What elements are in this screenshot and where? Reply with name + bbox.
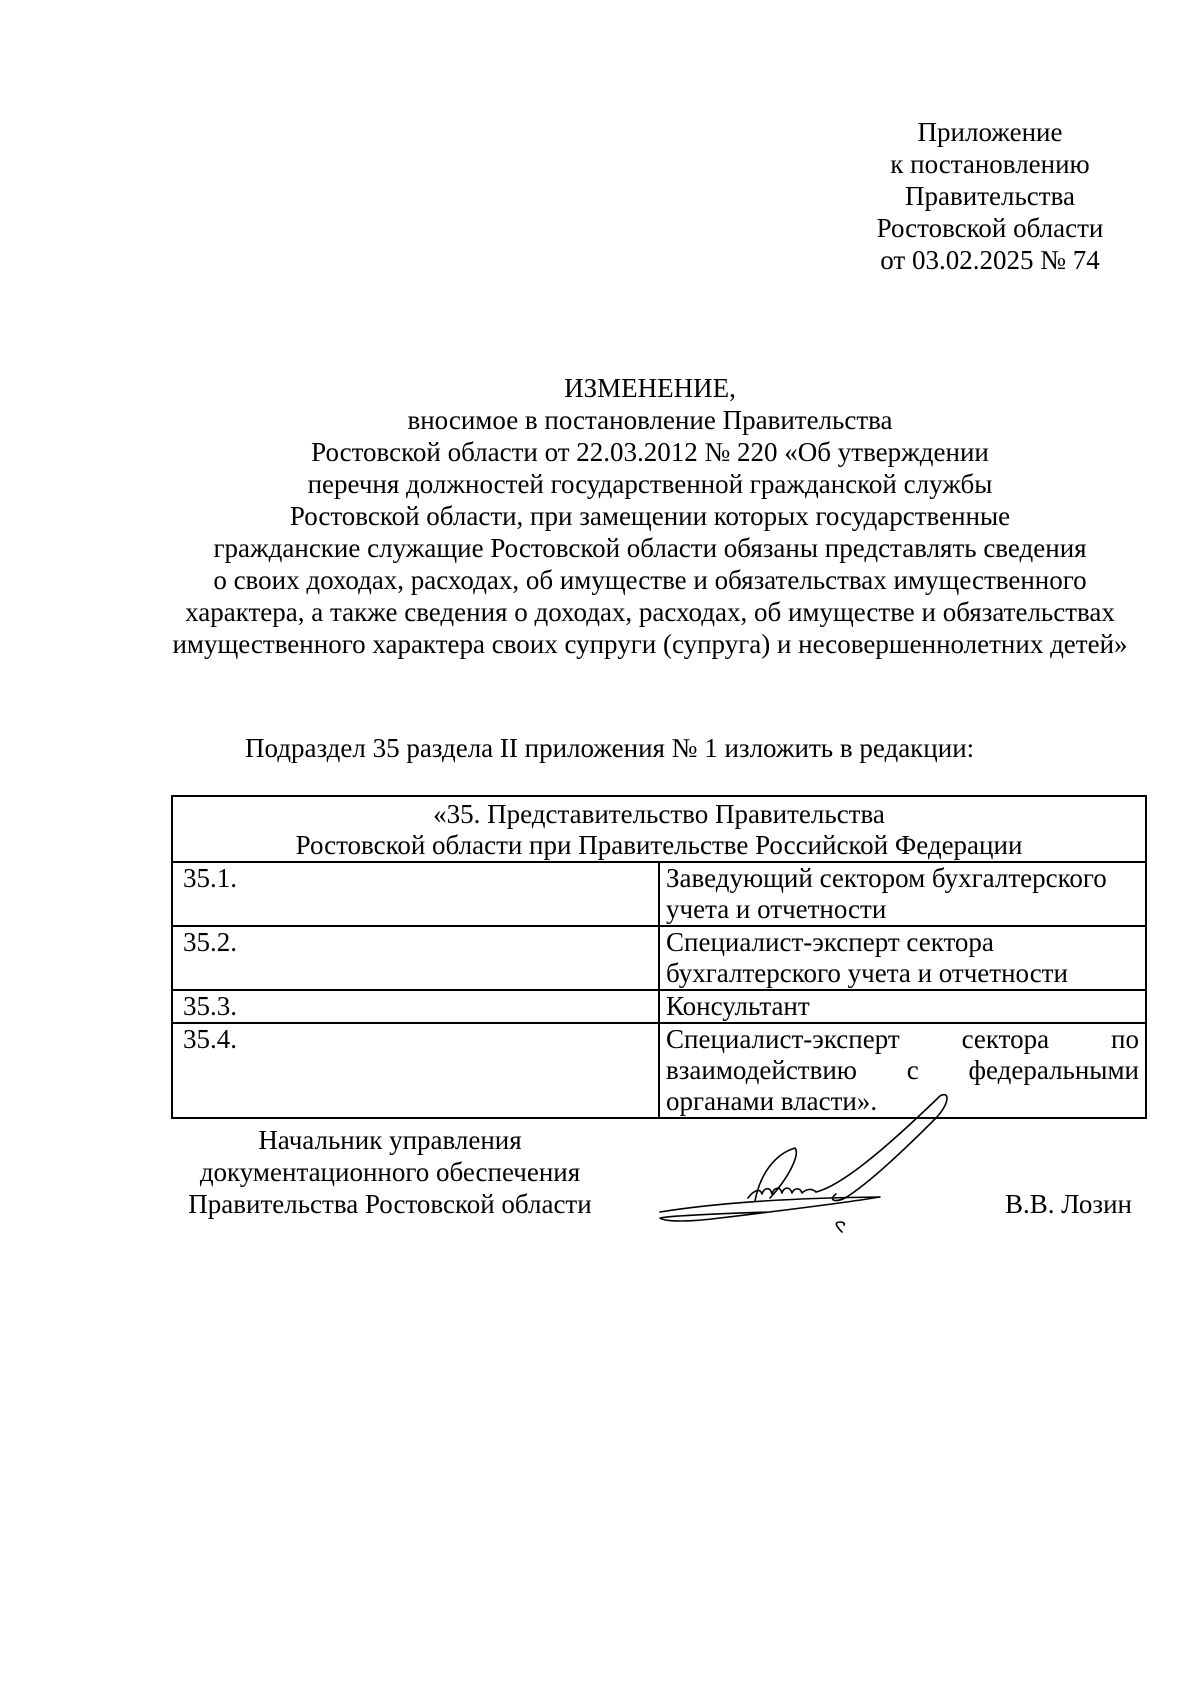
positions-table <box>171 795 1147 1119</box>
row-number: 35.1. <box>172 862 659 926</box>
appendix-date-number: от 03.02.2025 № 74 <box>880 245 1100 275</box>
title-line: Ростовской области, при замещении которых государственные <box>289 501 1011 531</box>
document-title <box>150 372 1150 660</box>
title-line: имущественного характера своих супруги (супруга) и несовершеннолетних детей» <box>172 629 1128 659</box>
position-line: Правительства Ростовской области <box>188 1189 592 1219</box>
position-line: Начальник управления <box>258 1125 522 1155</box>
row-position: Специалист-эксперт сектора бухгалтерского учета и отчетности <box>659 926 1146 990</box>
appendix-line: к постановлению <box>890 149 1090 179</box>
appendix-block <box>840 116 1140 276</box>
table-header-line: Ростовской области при Правительстве Российской Федерации <box>295 830 1023 860</box>
title-line: о своих доходах, расходах, об имуществе и обязательствах имущественного <box>213 565 1087 595</box>
instruction-text: Подраздел 35 раздела II приложения № 1 изложить в редакции: <box>245 733 975 763</box>
appendix-line: Правительства <box>905 181 1075 211</box>
title-heading: ИЗМЕНЕНИЕ, <box>564 373 736 403</box>
table-row <box>172 862 1146 926</box>
table-header-cell <box>172 796 1146 862</box>
row-number: 35.2. <box>172 926 659 990</box>
row-number: 35.3. <box>172 990 659 1023</box>
row-position: Консультант <box>659 990 1146 1023</box>
signatory-position <box>170 1124 610 1220</box>
title-line: Ростовской области от 22.03.2012 № 220 «Об утверждении <box>311 437 989 467</box>
title-line: характера, а также сведения о доходах, расходах, об имуществе и обязательствах <box>185 597 1115 627</box>
row-position: Заведующий сектором бухгалтерского учета и отчетности <box>659 862 1146 926</box>
position-line: документационного обеспечения <box>199 1157 581 1187</box>
appendix-line: Приложение <box>917 117 1063 147</box>
table-row <box>172 926 1146 990</box>
table-header-line: «35. Представительство Правительства <box>433 799 885 829</box>
appendix-line: Ростовской области <box>876 213 1104 243</box>
title-line: гражданские служащие Ростовской области обязаны представлять сведения <box>213 533 1087 563</box>
signatory-name: В.В. Лозин <box>1005 1189 1132 1219</box>
row-number: 35.4. <box>172 1023 659 1118</box>
table-header-row <box>172 796 1146 862</box>
row-position: Специалист-эксперт сектора по взаимодействию с федеральными органами власти». <box>659 1023 1146 1118</box>
title-line: перечня должностей государственной гражданской службы <box>307 469 993 499</box>
handwritten-signature <box>650 1094 990 1244</box>
table-row <box>172 990 1146 1023</box>
title-line: вносимое в постановление Правительства <box>407 405 893 435</box>
